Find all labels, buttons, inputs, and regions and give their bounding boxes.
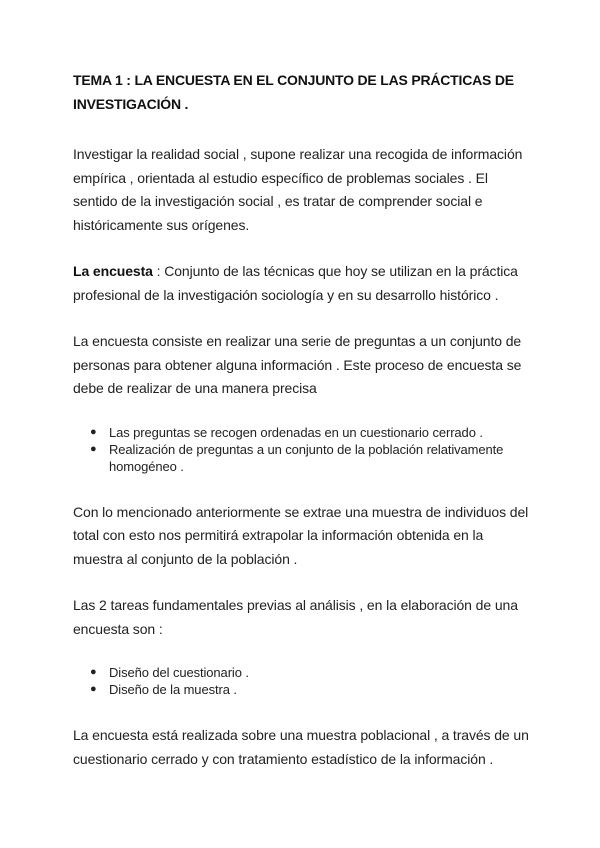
paragraph-definition <box>73 260 533 307</box>
bullet-icon: ● <box>90 666 97 678</box>
list-item: ● Las preguntas se recogen ordenadas en un cuestionario cerrado . <box>90 424 483 440</box>
list-item: ● Realización de preguntas a un conjunto de la población relativamente homogéneo . <box>90 441 504 474</box>
list-item: ● Diseño de la muestra . <box>90 682 237 697</box>
paragraph-tasks: Las 2 tareas fundamentales previas al análisis , en la elaboración de una encuesta son : <box>73 597 518 637</box>
bullet-list-process <box>73 424 533 475</box>
bullet-list-tasks <box>73 664 533 698</box>
paragraph-sample: Con lo mencionado anteriormente se extrae una muestra de individuos del total con esto nos permitirá extrapolar la información obtenida en la muestra al conjunto de la población . <box>73 503 529 567</box>
bullet-icon: ● <box>90 683 97 695</box>
document-title: TEMA 1 : LA ENCUESTA EN EL CONJUNTO DE LAS PRÁCTICAS DE INVESTIGACIÓN . <box>73 72 514 112</box>
paragraph-summary: La encuesta está realizada sobre una muestra poblacional , a través de un cuestionario cerrado y con tratamiento estadístico de la información . <box>73 727 529 767</box>
paragraph-intro: Investigar la realidad social , supone realizar una recogida de información empírica , orientada al estudio específico de problemas sociales . El sentido de la investigación social , es tratar de comprender social e históricamente sus orígenes. <box>73 146 523 233</box>
definition-text: : Conjunto de las técnicas que hoy se utilizan en la práctica profesional de la investigación sociología y en su desarrollo histórico . <box>73 263 518 303</box>
bullet-icon: ● <box>90 442 97 455</box>
paragraph-process: La encuesta consiste en realizar una serie de preguntas a un conjunto de personas para obtener alguna información . Este proceso de encuesta se debe de realizar de una manera precisa <box>73 333 522 396</box>
list-item: ● Diseño del cuestionario . <box>90 665 249 680</box>
definition-term: La encuesta <box>73 263 153 279</box>
bullet-icon: ● <box>90 425 97 438</box>
document-body <box>73 68 533 771</box>
